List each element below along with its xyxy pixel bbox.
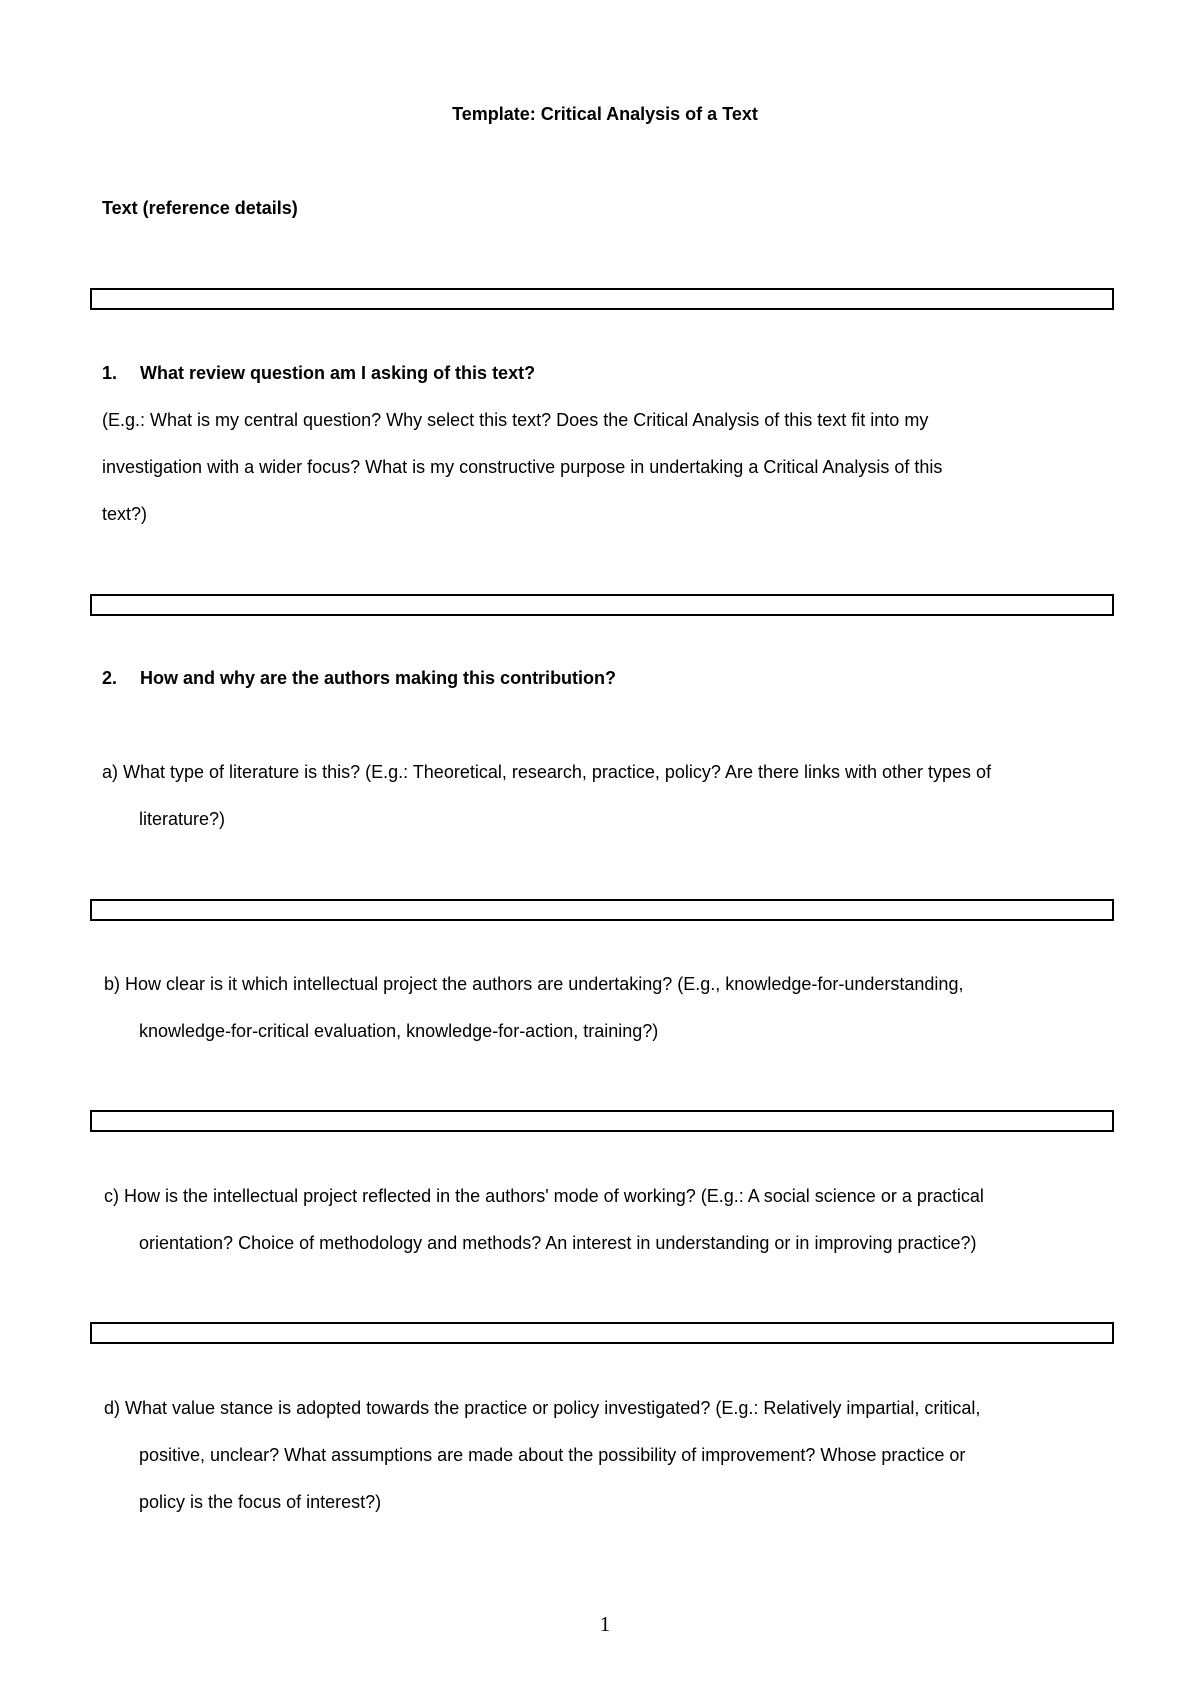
question-2-text: How and why are the authors making this contribution? [140, 668, 617, 688]
question-1-answer-box[interactable] [90, 594, 1114, 616]
reference-answer-box[interactable] [90, 288, 1114, 310]
question-2c-line: c) How is the intellectual project reflected in the authors' mode of working? (E.g.: A social science or a practical [104, 1186, 984, 1206]
reference-label: Text (reference details) [102, 198, 298, 218]
question-2b-prompt [104, 961, 1134, 1055]
question-2a-line: a) What type of literature is this? (E.g.: Theoretical, research, practice, policy? Are there links with other types of [102, 762, 992, 782]
question-2d-line: policy is the focus of interest?) [139, 1492, 382, 1512]
question-1-heading [102, 362, 535, 384]
question-1-prompt [102, 397, 1122, 538]
question-2a-prompt [102, 749, 1132, 843]
question-2c-line: orientation? Choice of methodology and methods? An interest in understanding or in improving practice?) [139, 1233, 977, 1253]
question-2-heading [102, 667, 616, 689]
question-2d-line: d) What value stance is adopted towards the practice or policy investigated? (E.g.: Relatively impartial, critical, [104, 1398, 981, 1418]
question-1-prompt-line: investigation with a wider focus? What is my constructive purpose in undertaking a Critical Analysis of this [102, 457, 943, 477]
question-2d-line: positive, unclear? What assumptions are made about the possibility of improvement? Whose practice or [139, 1445, 966, 1465]
question-2d-prompt [104, 1385, 1134, 1526]
question-2b-answer-box[interactable] [90, 1110, 1114, 1132]
page-number: 1 [599, 1612, 611, 1636]
question-1-prompt-line: (E.g.: What is my central question? Why select this text? Does the Critical Analysis of this text fit into my [102, 410, 929, 430]
question-1-number: 1. [102, 363, 118, 383]
question-2b-line: knowledge-for-critical evaluation, knowledge-for-action, training?) [139, 1021, 659, 1041]
question-2b-line: b) How clear is it which intellectual project the authors are undertaking? (E.g., knowledge-for-understanding, [104, 974, 964, 994]
question-2a-line: literature?) [139, 809, 226, 829]
question-1-prompt-line: text?) [102, 504, 148, 524]
question-2c-answer-box[interactable] [90, 1322, 1114, 1344]
question-1-text: What review question am I asking of this text? [140, 363, 536, 383]
question-2-number: 2. [102, 668, 118, 688]
page-title: Template: Critical Analysis of a Text [452, 104, 758, 124]
question-2c-prompt [104, 1173, 1134, 1267]
question-2a-answer-box[interactable] [90, 899, 1114, 921]
